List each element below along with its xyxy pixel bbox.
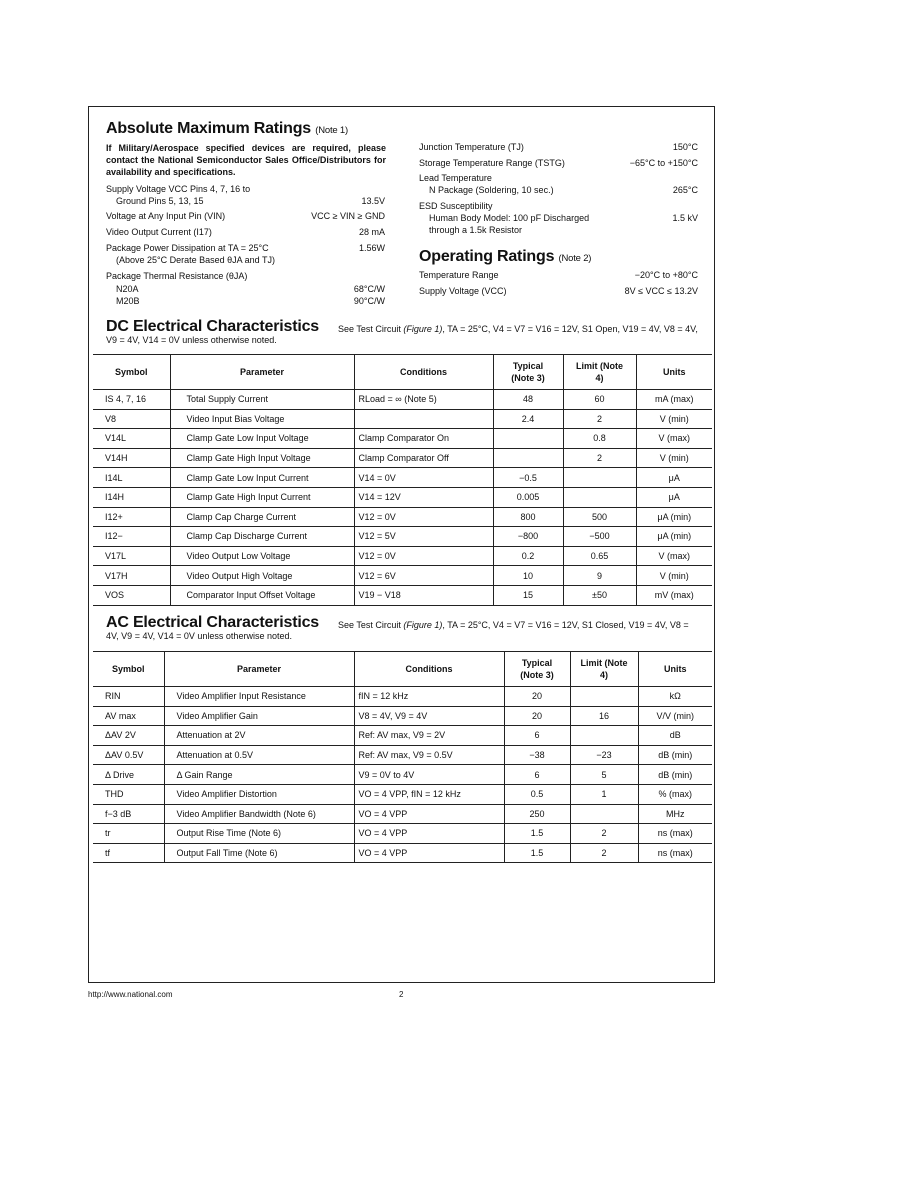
ac-header-cell: Symbol	[93, 652, 164, 687]
ac-cell: Ref: AV max, V9 = 2V	[354, 726, 504, 746]
dc-cell: 0.8	[563, 429, 636, 449]
amr-right-item-value: 1.5 kV	[672, 213, 698, 223]
table-row	[93, 487, 712, 507]
amr-item-label: Package Thermal Resistance (θJA)	[106, 271, 248, 281]
ac-subtitle-post: , TA = 25°C, V4 = V7 = V16 = 12V, S1 Closed, V19 = 4V, V8 = 4V, V9 = 4V, V14 = 0V unless otherwise noted.	[106, 620, 689, 641]
dc-title-text: DC Electrical Characteristics	[106, 318, 319, 335]
ac-cell: Video Amplifier Input Resistance	[164, 687, 354, 707]
dc-cell: V12 = 0V	[354, 507, 493, 527]
amr-item-label: Voltage at Any Input Pin (VIN)	[106, 211, 226, 221]
dc-cell: μA (min)	[636, 507, 712, 527]
ac-cell: 1.5	[504, 843, 570, 863]
dc-cell: VOS	[93, 585, 170, 605]
dc-cell: μA (min)	[636, 527, 712, 547]
ac-header-cell: Units	[638, 652, 712, 687]
dc-cell: 800	[493, 507, 563, 527]
dc-cell: 0.005	[493, 487, 563, 507]
table-row	[93, 507, 712, 527]
amr-item-value: 13.5V	[361, 196, 385, 206]
ac-cell: VO = 4 VPP	[354, 804, 504, 824]
dc-cell: RLoad = ∞ (Note 5)	[354, 390, 493, 410]
dc-header-cell: Symbol	[93, 355, 170, 390]
dc-cell	[563, 487, 636, 507]
amr-right-item-label: Human Body Model: 100 pF Discharged	[429, 213, 590, 223]
dc-cell: 0.2	[493, 546, 563, 566]
amr-item-value: 1.56W	[358, 243, 385, 253]
ac-cell: −23	[570, 745, 638, 765]
ac-cell: Video Amplifier Distortion	[164, 784, 354, 804]
ac-cell	[570, 804, 638, 824]
ac-cell: ΔAV 0.5V	[93, 745, 164, 765]
dc-cell: Clamp Gate High Input Voltage	[170, 448, 354, 468]
amr-item-label: Package Power Dissipation at TA = 25°C	[106, 243, 269, 253]
ac-cell: f−3 dB	[93, 804, 164, 824]
dc-cell: mV (max)	[636, 585, 712, 605]
dc-cell: Video Output High Voltage	[170, 566, 354, 586]
dc-cell	[493, 448, 563, 468]
ac-header-cell: Parameter	[164, 652, 354, 687]
dc-cell: V12 = 5V	[354, 527, 493, 547]
dc-cell: 60	[563, 390, 636, 410]
ac-cell: −38	[504, 745, 570, 765]
amr-right-item-label: Storage Temperature Range (TSTG)	[419, 158, 565, 168]
ac-cell: 250	[504, 804, 570, 824]
dc-cell: IS 4, 7, 16	[93, 390, 170, 410]
dc-cell: 2.4	[493, 409, 563, 429]
ac-cell: 2	[570, 843, 638, 863]
dc-cell: V (max)	[636, 546, 712, 566]
ac-title-text: AC Electrical Characteristics	[106, 614, 319, 631]
dc-cell: V12 = 0V	[354, 546, 493, 566]
dc-cell	[563, 468, 636, 488]
table-row	[93, 804, 712, 824]
ac-cell: VO = 4 VPP	[354, 843, 504, 863]
dc-cell: V19 − V18	[354, 585, 493, 605]
ac-cell: 20	[504, 706, 570, 726]
amr-item-value: 28 mA	[358, 227, 385, 237]
ac-cell: kΩ	[638, 687, 712, 707]
dc-cell: μA	[636, 487, 712, 507]
dc-cell: Comparator Input Offset Voltage	[170, 585, 354, 605]
ac-cell: Video Amplifier Bandwidth (Note 6)	[164, 804, 354, 824]
dc-cell: Total Supply Current	[170, 390, 354, 410]
ac-cell: V9 = 0V to 4V	[354, 765, 504, 785]
ac-table-header	[93, 652, 712, 687]
dc-cell: Clamp Gate High Input Current	[170, 487, 354, 507]
ac-cell: dB (min)	[638, 745, 712, 765]
ac-cell: tf	[93, 843, 164, 863]
ac-cell: Output Fall Time (Note 6)	[164, 843, 354, 863]
dc-cell: 15	[493, 585, 563, 605]
dc-cell: 500	[563, 507, 636, 527]
amr-right-item-label: Junction Temperature (TJ)	[419, 142, 524, 152]
dc-header-cell: Parameter	[170, 355, 354, 390]
dc-header-cell: Units	[636, 355, 712, 390]
table-row	[93, 566, 712, 586]
ac-cell: Ref: AV max, V9 = 0.5V	[354, 745, 504, 765]
table-row	[93, 706, 712, 726]
table-row	[93, 448, 712, 468]
table-row	[93, 784, 712, 804]
ac-header-cell: Limit (Note 4)	[570, 652, 638, 687]
dc-cell: −0.5	[493, 468, 563, 488]
ac-cell: ns (max)	[638, 824, 712, 844]
op-note: (Note 2)	[558, 253, 592, 264]
ac-cell: tr	[93, 824, 164, 844]
op-title	[419, 248, 591, 266]
table-row	[93, 390, 712, 410]
op-item-label: Temperature Range	[419, 270, 499, 280]
amr-right-item-value: −65°C to +150°C	[629, 158, 698, 168]
ac-header-cell: Conditions	[354, 652, 504, 687]
table-row	[93, 745, 712, 765]
ac-cell: 1	[570, 784, 638, 804]
ac-table	[93, 651, 712, 863]
dc-cell: I14H	[93, 487, 170, 507]
table-row	[93, 546, 712, 566]
dc-cell: V (min)	[636, 566, 712, 586]
amr-item-label: M20B	[116, 296, 140, 306]
dc-cell: V17L	[93, 546, 170, 566]
table-row	[93, 843, 712, 863]
op-item-value: −20°C to +80°C	[634, 270, 698, 280]
dc-cell: Video Input Bias Voltage	[170, 409, 354, 429]
dc-cell	[354, 409, 493, 429]
table-row	[93, 765, 712, 785]
ac-cell: Δ Drive	[93, 765, 164, 785]
table-row	[93, 687, 712, 707]
ac-cell: Attenuation at 2V	[164, 726, 354, 746]
dc-cell: Clamp Cap Discharge Current	[170, 527, 354, 547]
amr-item-label: Supply Voltage VCC Pins 4, 7, 16 to	[106, 184, 251, 194]
table-row	[93, 468, 712, 488]
dc-cell: 2	[563, 409, 636, 429]
ac-cell: THD	[93, 784, 164, 804]
ac-cell: 6	[504, 726, 570, 746]
ac-subtitle-pre: See Test Circuit	[338, 620, 404, 630]
dc-subtitle	[106, 324, 700, 346]
ac-cell: 0.5	[504, 784, 570, 804]
ac-cell: fIN = 12 kHz	[354, 687, 504, 707]
dc-cell: I14L	[93, 468, 170, 488]
ac-cell: ns (max)	[638, 843, 712, 863]
table-row	[93, 409, 712, 429]
amr-right-item-value: 265°C	[672, 185, 698, 195]
dc-header-cell: Conditions	[354, 355, 493, 390]
ac-cell: AV max	[93, 706, 164, 726]
ac-cell: RIN	[93, 687, 164, 707]
dc-cell: I12−	[93, 527, 170, 547]
dc-table	[93, 354, 712, 606]
dc-subtitle-fig: (Figure 1)	[403, 324, 443, 334]
ac-cell: dB (min)	[638, 765, 712, 785]
amr-title-text: Absolute Maximum Ratings	[106, 120, 312, 137]
dc-cell: 48	[493, 390, 563, 410]
amr-item-label: Video Output Current (I17)	[106, 227, 212, 237]
table-row	[93, 429, 712, 449]
dc-subtitle-post: , TA = 25°C, V4 = V7 = V16 = 12V, S1 Open, V19 = 4V, V8 = 4V, V9 = 4V, V14 = 0V unless otherwise noted.	[106, 324, 698, 345]
ac-cell: 5	[570, 765, 638, 785]
dc-cell: Clamp Gate Low Input Current	[170, 468, 354, 488]
amr-item-value: 90°C/W	[353, 296, 385, 306]
ac-cell: VO = 4 VPP, fIN = 12 kHz	[354, 784, 504, 804]
ac-subtitle	[106, 620, 700, 642]
amr-item-label: (Above 25°C Derate Based θJA and TJ)	[116, 255, 276, 265]
ac-cell	[570, 726, 638, 746]
table-row	[93, 824, 712, 844]
dc-cell: V (max)	[636, 429, 712, 449]
ac-cell: V/V (min)	[638, 706, 712, 726]
ac-cell: 20	[504, 687, 570, 707]
amr-item-label: Ground Pins 5, 13, 15	[116, 196, 204, 206]
table-row	[93, 726, 712, 746]
dc-cell: V8	[93, 409, 170, 429]
op-item-label: Supply Voltage (VCC)	[419, 286, 507, 296]
dc-cell: 10	[493, 566, 563, 586]
dc-cell: V14H	[93, 448, 170, 468]
dc-subtitle-pre: See Test Circuit	[338, 324, 404, 334]
dc-header-cell: Typical (Note 3)	[493, 355, 563, 390]
ac-cell: V8 = 4V, V9 = 4V	[354, 706, 504, 726]
ac-cell: 1.5	[504, 824, 570, 844]
dc-cell: μA	[636, 468, 712, 488]
dc-cell: V14 = 12V	[354, 487, 493, 507]
ac-cell: % (max)	[638, 784, 712, 804]
ac-cell: 16	[570, 706, 638, 726]
dc-cell: Clamp Comparator Off	[354, 448, 493, 468]
dc-cell: −800	[493, 527, 563, 547]
dc-cell: mA (max)	[636, 390, 712, 410]
amr-item-value: 68°C/W	[353, 284, 385, 294]
dc-cell	[493, 429, 563, 449]
dc-cell: I12+	[93, 507, 170, 527]
ac-cell: ΔAV 2V	[93, 726, 164, 746]
amr-item-label: N20A	[116, 284, 139, 294]
ac-cell: 2	[570, 824, 638, 844]
ac-cell: dB	[638, 726, 712, 746]
op-item-value: 8V ≤ VCC ≤ 13.2V	[624, 286, 698, 296]
dc-cell: Clamp Cap Charge Current	[170, 507, 354, 527]
dc-cell: V14 = 0V	[354, 468, 493, 488]
dc-cell: Clamp Comparator On	[354, 429, 493, 449]
amr-right-item-label: through a 1.5k Resistor	[429, 225, 523, 235]
dc-cell: Clamp Gate Low Input Voltage	[170, 429, 354, 449]
amr-note: (Note 1)	[315, 125, 348, 136]
ac-cell: Δ Gain Range	[164, 765, 354, 785]
ac-cell: MHz	[638, 804, 712, 824]
dc-cell: 0.65	[563, 546, 636, 566]
amr-right-item-label: ESD Susceptibility	[419, 201, 493, 211]
amr-right-item-label: Lead Temperature	[419, 173, 492, 183]
footer-page-number: 2	[399, 990, 404, 999]
dc-cell: V (min)	[636, 409, 712, 429]
dc-cell: V14L	[93, 429, 170, 449]
dc-cell: ±50	[563, 585, 636, 605]
dc-cell: Video Output Low Voltage	[170, 546, 354, 566]
dc-cell: V12 = 6V	[354, 566, 493, 586]
ac-header-cell: Typical (Note 3)	[504, 652, 570, 687]
dc-cell: V17H	[93, 566, 170, 586]
footer-url[interactable]: http://www.national.com	[88, 990, 173, 999]
ac-subtitle-fig: (Figure 1)	[403, 620, 443, 630]
amr-title	[106, 120, 348, 138]
ac-cell: Attenuation at 0.5V	[164, 745, 354, 765]
ac-cell: 6	[504, 765, 570, 785]
table-row	[93, 585, 712, 605]
dc-table-header	[93, 355, 712, 390]
amr-item-value: VCC ≥ VIN ≥ GND	[311, 211, 385, 221]
dc-cell: −500	[563, 527, 636, 547]
ac-cell: Video Amplifier Gain	[164, 706, 354, 726]
dc-cell: 2	[563, 448, 636, 468]
op-title-text: Operating Ratings	[419, 248, 555, 265]
amr-right-item-label: N Package (Soldering, 10 sec.)	[429, 185, 554, 195]
amr-warning: If Military/Aerospace specified devices are required, please contact the National Semiconductor Sales Office/Distributors for availability and specifications.	[106, 143, 386, 177]
dc-header-cell: Limit (Note 4)	[563, 355, 636, 390]
ac-cell: VO = 4 VPP	[354, 824, 504, 844]
dc-cell: 9	[563, 566, 636, 586]
table-row	[93, 527, 712, 547]
ac-cell: Output Rise Time (Note 6)	[164, 824, 354, 844]
amr-right-item-value: 150°C	[672, 142, 698, 152]
dc-cell: V (min)	[636, 448, 712, 468]
ac-cell	[570, 687, 638, 707]
